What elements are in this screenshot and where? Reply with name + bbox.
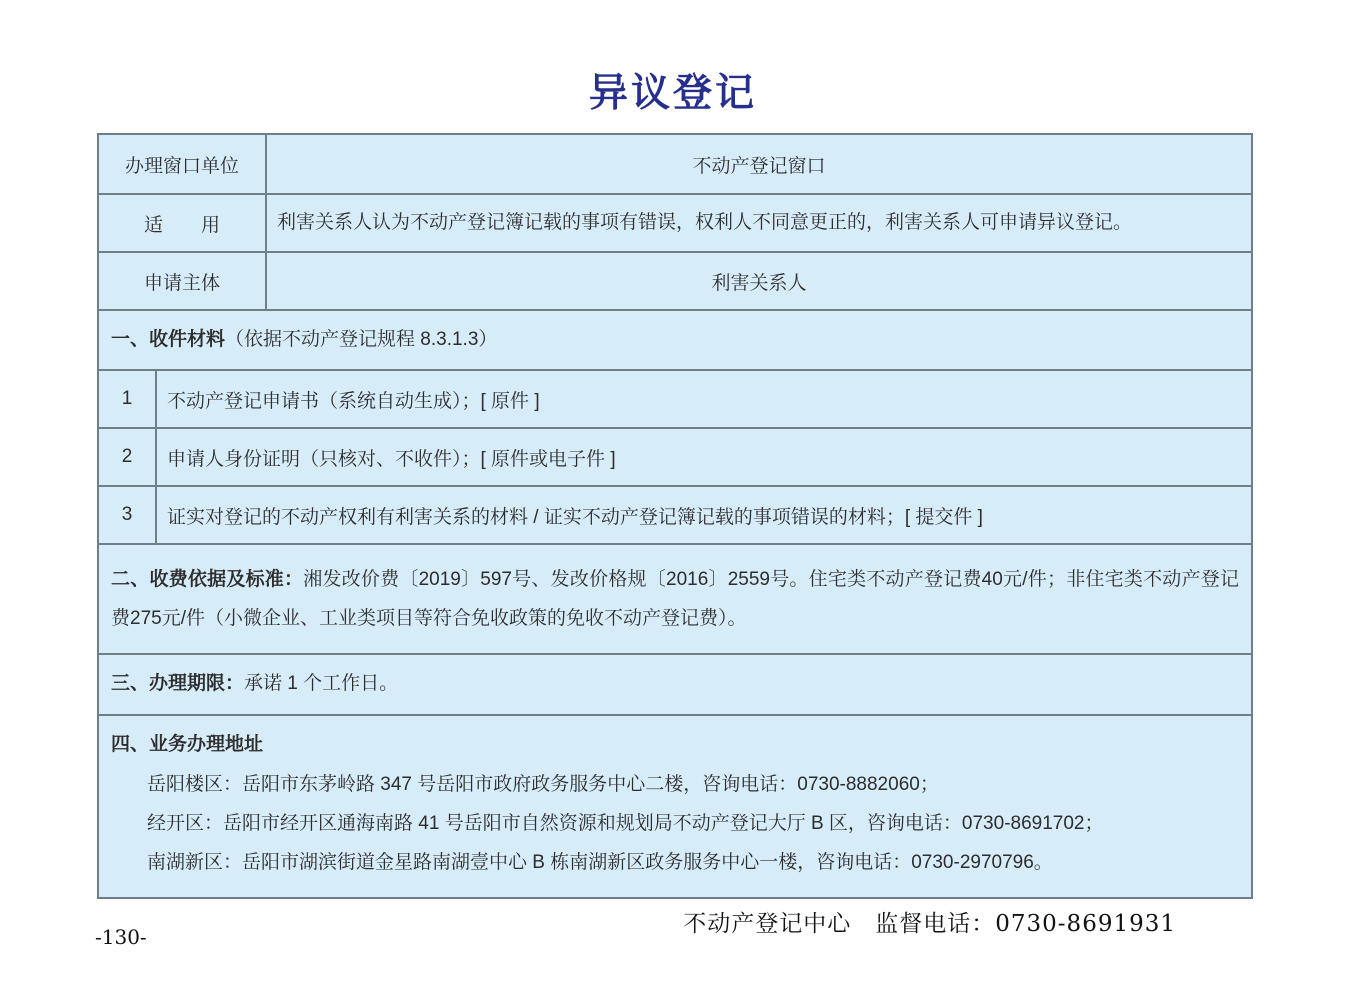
- item-text: 证实对登记的不动产权利有利害关系的材料 / 证实不动产登记簿记载的事项错误的材料；[ 提交件 ]: [167, 506, 983, 528]
- material-item-row: [99, 427, 1251, 485]
- row-value: 不动产登记窗口: [692, 155, 826, 177]
- item-number: 2: [99, 429, 157, 485]
- row-label: 申请主体: [99, 253, 267, 309]
- row-value: 利害关系人认为不动产登记簿记载的事项有错误，权利人不同意更正的，利害关系人可申请异议登记。: [277, 212, 1133, 234]
- addresses-title: 四、业务办理地址: [111, 733, 264, 755]
- address-line-nanhu: 南湖新区：岳阳市湖滨街道金星路南湖壹中心 B 栋南湖新区政务服务中心一楼，咨询电话：0730-2970796。: [147, 851, 1053, 873]
- row-value: 利害关系人: [711, 272, 807, 294]
- fees-title-bold: 二、收费依据及标准：: [111, 569, 304, 591]
- item-number: 1: [99, 371, 157, 427]
- page-number: -130-: [95, 925, 147, 949]
- address-line-jingkai: 经开区：岳阳市经开区通海南路 41 号岳阳市自然资源和规划局不动产登记大厅 B 区，咨询电话：0730-8691702；: [147, 812, 1104, 834]
- deadline-title-bold: 三、办理期限：: [111, 673, 245, 695]
- item-text: 不动产登记申请书（系统自动生成）；[ 原件 ]: [167, 390, 540, 412]
- section-title-rest: （依据不动产登记规程 8.3.1.3）: [225, 329, 498, 350]
- row-label: 办理窗口单位: [99, 135, 267, 193]
- table-row-window-unit: [99, 135, 1251, 193]
- section-materials-header: [99, 309, 1251, 369]
- section-title-bold: 一、收件材料: [111, 329, 226, 350]
- row-label: 适 用: [99, 195, 267, 251]
- table-row-applicability: [99, 193, 1251, 251]
- item-text: 申请人身份证明（只核对、不收件）；[ 原件或电子件 ]: [167, 448, 616, 470]
- service-info-table: [97, 133, 1253, 899]
- material-item-row: [99, 485, 1251, 543]
- footer-contact: 不动产登记中心 监督电话：0730-8691931: [683, 911, 1176, 937]
- page-title: 异议登记: [588, 70, 757, 116]
- section-fees: [99, 543, 1251, 653]
- fees-text: 湘发改价费〔2019〕597号、发改价格规〔2016〕2559号。住宅类不动产登记费40元/件；非住宅类不动产登记费275元/件（小微企业、工业类项目等符合免收政策的免收不动产登记费）。: [111, 569, 1239, 630]
- address-line-yueyanglou: 岳阳楼区：岳阳市东茅岭路 347 号岳阳市政府政务服务中心二楼，咨询电话：0730-8882060；: [147, 774, 939, 796]
- deadline-paragraph: [99, 655, 1251, 713]
- material-item-row: [99, 369, 1251, 427]
- section-addresses: [99, 714, 1251, 897]
- fees-paragraph: [99, 545, 1251, 653]
- section-deadline: [99, 653, 1251, 713]
- addresses-block: [99, 716, 1251, 897]
- table-row-applicant: [99, 251, 1251, 309]
- section-title: [99, 311, 1251, 369]
- deadline-text: 承诺 1 个工作日。: [244, 673, 399, 695]
- item-number: 3: [99, 487, 157, 543]
